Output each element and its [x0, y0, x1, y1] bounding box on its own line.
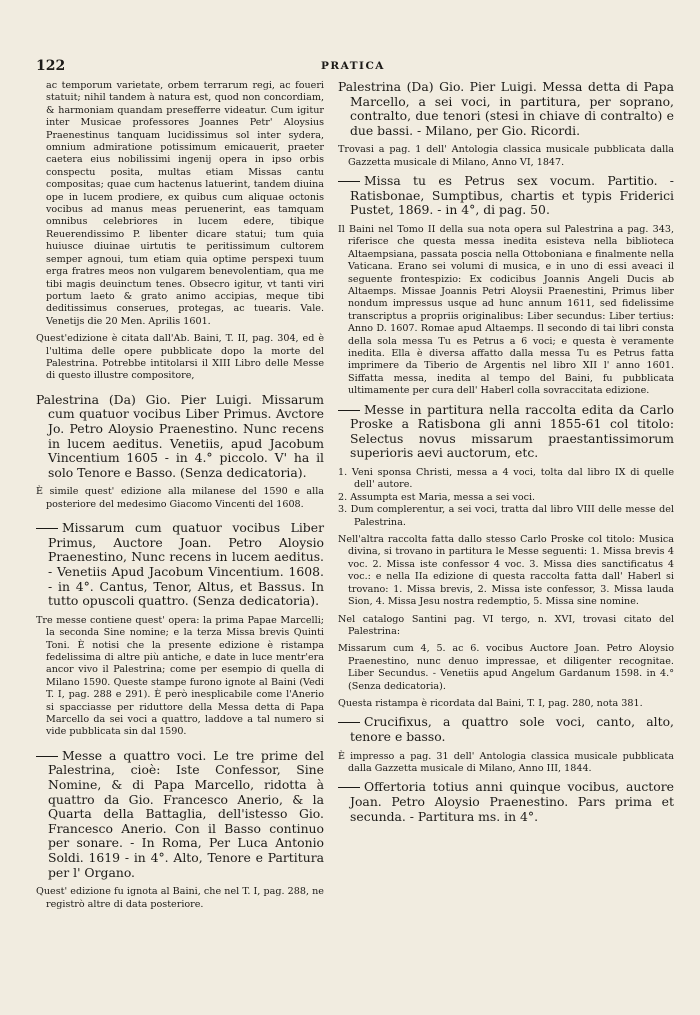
entry-text: Messe a quattro voci. Le tre prime del Palestrina, cioè: Iste Confessor, Sine Nomine, & di Papa Marcello, ridotta à quattro da Gio. Francesco Anerio, & la Quarta della Battaglia, dell'istesso Gio. Francesco Anerio. Con il Basso continuo per sonare. - In Roma, Per Luca Antonio Soldi. 1619 - in 4°. Alto, Tenore e Partitura per l' Organo. [48, 747, 324, 880]
note-paragraph: Quest' edizione fu ignota al Baini, che nel T. I, pag. 288, ne registrò altre di data posteriore. [36, 886, 324, 910]
bibliography-entry: Palestrina (Da) Gio. Pier Luigi. Missarum cum quatuor vocibus Liber Primus. Avctore Jo. Petro Aloysio Praenestino. Nunc recens in lucem aeditus. Venetiis, apud Jacobum Vincentium 1605 - in 4.° piccolo. V' ha il solo Tenore e Basso. (Senza dedicatoria). [36, 391, 324, 480]
note-paragraph: Nel catalogo Santini pag. VI tergo, n. XVI, trovasi citato del Palestrina: [338, 613, 674, 637]
latin-dedication: ac temporum varietate, orbem terrarum regi, ac foueri statuit; nihil tandem à natura est, quod non concordiam, & harmoniam quandam presefferre videatur. Cum igitur inter Musicae professores Joannes Petr' Aloysius Praenestinus tanquam lucidissimus sol inter sydera, omnium admiratione potissimum emicauerit, praeter caetera eius nobilissimi ingenij opera in ipso orbis conspectu posita, multas etiam Missas cantu compositas; quae cum hactenus latuerint, tandem diuina ope in lucem prodiere, ex quibus cum aliquae octonis vocibus ad manus meas peruenerint, eas tamquam omnibus celebriores in lucem edere, tibique Reuerendissimo P. libenter dicare statui; tum quia huiusce diuinae uirtutis te peritissimum cultorem semper agnoui, tum etiam quia optime perspexi tuum erga fratres meos non vulgarem benevolentiam, qua me tibi magis deuinctum tenes. Obsecro igitur, vt tanti viri portum laeto & grato animo accipias, meque tibi deditissimus conserues, protegas, ac tuearis. Vale. Venetijs die 20 Men. Aprilis 1601. [46, 80, 324, 327]
mass-list [338, 467, 674, 529]
note-paragraph: Trovasi a pag. 1 dell' Antologia classica musicale pubblicata dalla Gazzetta musicale di Milano, Anno VI, 1847. [338, 144, 674, 168]
note-paragraph: Quest'edizione è citata dall'Ab. Baini, T. II, pag. 304, ed è l'ultima delle opere pubblicate dopo la morte del Palestrina. Potrebbe intitolarsi il XIII Libro delle Messe di questo illustre compositore, [36, 333, 324, 382]
entry-dash [338, 722, 360, 723]
right-column [338, 80, 674, 830]
note-paragraph: È impresso a pag. 31 dell' Antologia classica musicale pubblicata dalla Gazzetta musicale di Milano, Anno III, 1844. [338, 750, 674, 774]
bibliography-entry [36, 521, 324, 609]
entry-text: Crucifixus, a quattro sole voci, canto, alto, tenore e basso. [350, 714, 674, 744]
left-column [36, 80, 324, 916]
list-item: 3. Dum complerentur, a sei voci, tratta dal libro VIII delle messe del Palestrina. [338, 504, 674, 528]
note-paragraph: Questa ristampa è ricordata dal Baini, T. I, pag. 280, nota 381. [338, 697, 643, 709]
bibliography-entry [36, 749, 324, 880]
note-paragraph: È simile quest' edizione alla milanese del 1590 e alla posteriore del medesimo Giacomo Vincenti del 1608. [36, 486, 324, 510]
entry-text: Missa tu es Petrus sex vocum. Partitio. - Ratisbonae, Sumptibus, chartis et typis Friderici Pustet, 1869. - in 4°, di pag. 50. [350, 173, 674, 218]
note-paragraph: Il Baini nel Tomo II della sua nota opera sul Palestrina a pag. 343, riferisce che questa messa inedita esisteva nella biblioteca Altaempsiana, passata poscia nella Ottoboniana e finalmente nella Vaticana. Erano sei volumi di musica, e in uno di essi aveaci il seguente frontespizio: Ex codicibus Joannis Angeli Ducis ab Altaemps. Missae Joannis Petri Aloysii Praenestini, Primus liber nondum impressus usque ad hunc annum 1611, sed fidelissime transcriptus a propriis originalibus: Liber secundus: Liber tertius: Anno D. 1607. Romae apud Altaemps. Il secondo di tai libri consta della sola messa Tu es Petrus a 6 voci; e questa è veramente inedita. Ella è diversa affatto dalla messa Tu es Petrus fatta imprimere da Tiberio de Argentis nel libro XII l' anno 1601. Siffatta messa, inedita al tempo del Baini, fu pubblicata ultimamente per cura dell' Haberl colla sovraccitata edizione. [338, 223, 674, 397]
bibliography-entry [338, 174, 674, 218]
entry-text: Missarum cum quatuor vocibus Liber Primus, Auctore Joan. Petro Aloysio Praenestino, Nunc recens in lucem aeditus. - Venetiis Apud Jacobum Vincentium. 1608. - in 4°. Cantus, Tenor, Altus, et Bassus. In tutto opuscoli quattro. (Senza dedicatoria). [48, 520, 324, 609]
entry-dash [36, 528, 58, 529]
page-number: 122 [36, 58, 66, 74]
list-item: 2. Assumpta est Maria, messa a sei voci. [338, 491, 536, 503]
entry-text: Offertoria totius anni quinque vocibus, auctore Joan. Petro Aloysio Praenestino. Pars prima et secunda. - Partitura ms. in 4°. [350, 779, 674, 824]
bibliography-entry: Palestrina (Da) Gio. Pier Luigi. Messa detta di Papa Marcello, a sei voci, in partitura, per soprano, contralto, due tenori (stesi in chiave di contralto) e due bassi. - Milano, per Gio. Ricordi. [338, 79, 674, 138]
running-head [36, 58, 670, 78]
bibliography-entry [338, 715, 674, 744]
note-paragraph: Tre messe contiene quest' opera: la prima Papae Marcelli; la seconda Sine nomine; e la terza Missa brevis Quinti Toni. È notisi che la presente edizione è ristampa fedelissima di altre più antiche, e date in luce mentr'era ancor vivo il Palestrina; come per esempio di quella di Milano 1590. Queste stampe furono ignote al Baini (Vedi T. I, pag. 288 e 291). È però inesplicabile come l'Anerio si spacciasse per riduttore della Messa detta di Papa Marcello da sei voci a quattro, laddove a tal numero si vide pubblicata sin dal 1590. [36, 614, 324, 738]
running-title: PRATICA [321, 60, 385, 72]
entry-dash [36, 756, 58, 757]
entry-dash [338, 181, 360, 182]
entry-text: Messe in partitura nella raccolta edita da Carlo Proske a Ratisbona gli anni 1855-61 col titolo: Selectus novus missarum praestantissimorum superioris aevi auctorum, etc. [350, 401, 674, 461]
entry-dash [338, 410, 360, 411]
note-paragraph: Missarum cum 4, 5. ac 6. vocibus Auctore Joan. Petro Aloysio Praenestino, nunc denuo impressae, et diligenter recognitae. Liber Secundus. - Venetiis apud Angelum Gardanum 1598. in 4.° (Senza dedicatoria). [338, 643, 674, 692]
entry-dash [338, 787, 360, 788]
list-item: 1. Veni sponsa Christi, messa a 4 voci, tolta dal libro IX di quelle dell' autore. [338, 467, 674, 491]
bibliography-entry [338, 403, 674, 461]
note-paragraph: Nell'altra raccolta fatta dallo stesso Carlo Proske col titolo: Musica divina, si trovano in partitura le Messe seguenti: 1. Missa brevis 4 voc. 2. Missa iste confessor 4 voc. 3. Missa dies sanctificatus 4 voc.: e nella IIa edizione di questa raccolta fatta dall' Haberl si trovano: 1. Missa brevis, 2. Missa iste confessor, 3. Missa lauda Sion, 4. Missa Jesu nostra redemptio, 5. Missa sine nomine. [338, 534, 674, 608]
bibliography-entry [338, 780, 674, 824]
